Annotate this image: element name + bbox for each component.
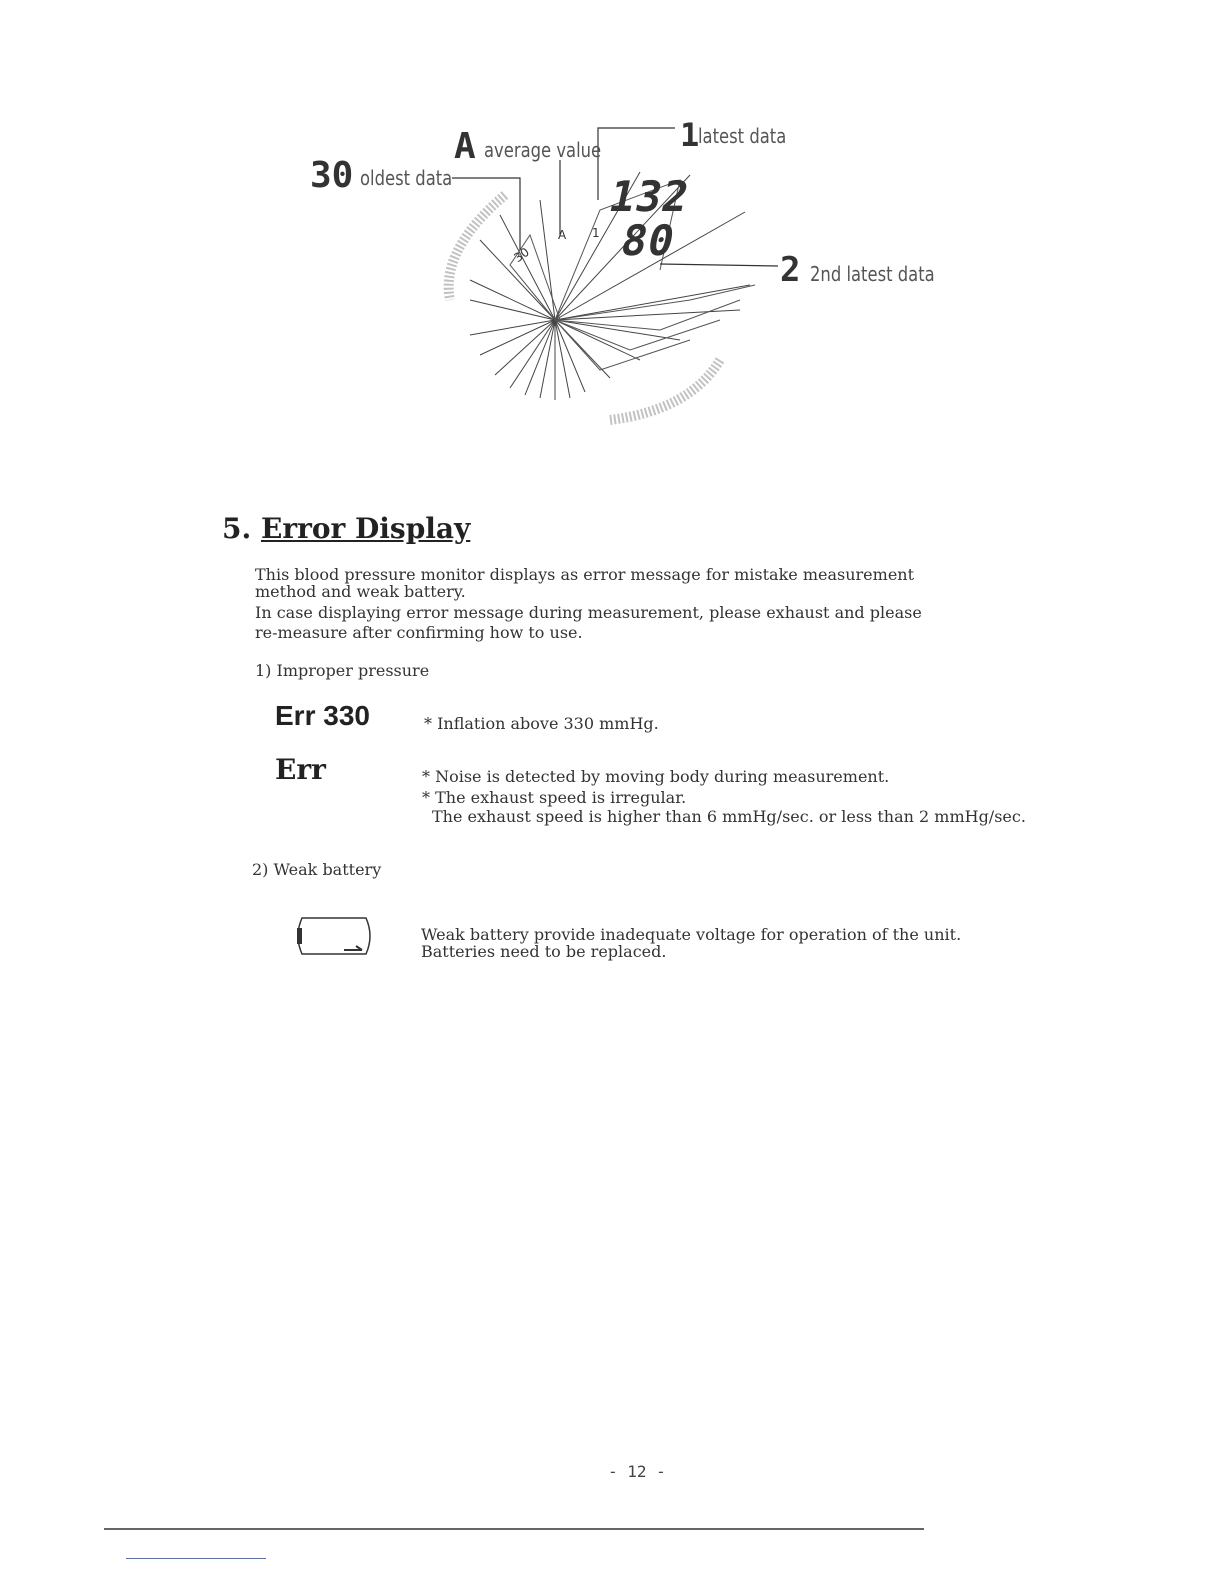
card-label-oldest: 30 [511, 244, 532, 266]
second-symbol: 2 [780, 250, 801, 290]
err-code: Err [275, 753, 326, 786]
page-number: - 12 - [608, 1462, 666, 1481]
battery-icon [294, 916, 376, 958]
card-label-latest: 1 [592, 226, 600, 240]
display-diastolic: 80 [616, 216, 680, 265]
oldest-label: oldest data [360, 166, 453, 190]
intro-line-4: re-measure after confirming how to use. [255, 623, 583, 642]
display-systolic: 132 [604, 172, 695, 221]
latest-label: latest data [698, 124, 787, 148]
latest-symbol: 1 [680, 116, 700, 154]
err-description-3: The exhaust speed is higher than 6 mmHg/sec. or less than 2 mmHg/sec. [432, 807, 1026, 826]
bottom-link-rule [126, 1558, 266, 1559]
intro-line-2: method and weak battery. [255, 582, 466, 601]
intro-line-1: This blood pressure monitor displays as error message for mistake measurement [255, 565, 915, 584]
shade-arc-bottom [610, 360, 720, 420]
battery-heading: 2) Weak battery [252, 860, 382, 879]
average-symbol: A [454, 126, 476, 167]
intro-line-3: In case displaying error message during measurement, please exhaust and please [255, 603, 922, 622]
section-number: 5. [222, 512, 252, 545]
oldest-symbol: 30 [310, 155, 354, 196]
err330-description: * Inflation above 330 mmHg. [424, 714, 659, 733]
card-label-average: A [558, 228, 567, 242]
second-label: 2nd latest data [810, 262, 935, 286]
battery-description-1: Weak battery provide inadequate voltage for operation of the unit. [421, 925, 962, 944]
fan-illustration [0, 0, 1224, 460]
battery-description-2: Batteries need to be replaced. [421, 942, 667, 961]
shade-arc-left [449, 195, 505, 300]
improper-heading: 1) Improper pressure [255, 661, 430, 680]
section-heading [222, 512, 470, 545]
average-label: average value [484, 138, 602, 162]
bottom-rule [104, 1528, 924, 1530]
err330-code: Err 330 [275, 700, 370, 731]
err-description-1: * Noise is detected by moving body during measurement. [422, 767, 890, 786]
section-title: Error Display [260, 512, 471, 545]
err-description-2: * The exhaust speed is irregular. [422, 788, 687, 807]
